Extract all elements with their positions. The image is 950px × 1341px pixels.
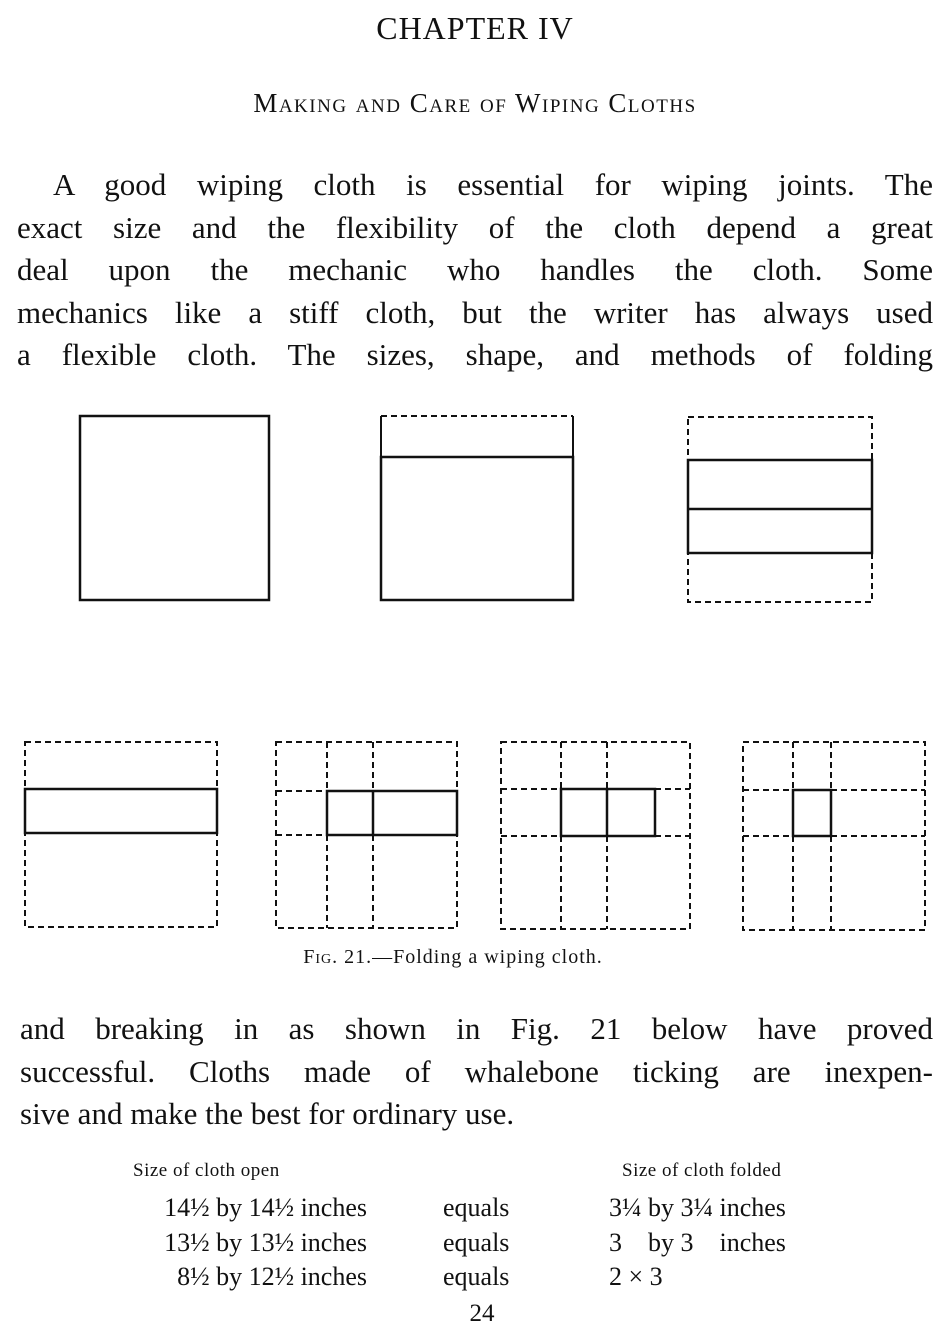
fold-diagram-7 — [743, 742, 925, 930]
paragraph-line: sive and make the best for ordinary use. — [20, 1096, 515, 1131]
table-cell-folded: 2 × 3 — [609, 1262, 663, 1291]
figure-label: Fig. 21. — [303, 946, 373, 968]
fold-diagram-5 — [276, 742, 457, 928]
page-number: 24 — [469, 1300, 495, 1327]
figure-caption — [0, 946, 906, 969]
table-cell-folded: 3 by 3 inches — [609, 1228, 786, 1257]
fold-diagram-3 — [688, 417, 872, 602]
table-header-open: Size of cloth open — [133, 1160, 280, 1181]
section-title: Making and Care of Wiping Cloths — [253, 88, 697, 118]
figure-caption-text: —Folding a wiping cloth. — [372, 946, 603, 968]
paragraph-line: and breaking in as shown in Fig. 21 below have proved — [20, 1011, 933, 1046]
paragraph-line: mechanics like a stiff cloth, but the writer has always used — [17, 294, 933, 330]
chapter-heading: CHAPTER IV — [376, 10, 574, 46]
table-cell-folded: 3¼ by 3¼ inches — [609, 1193, 786, 1222]
table-cell-open: 8½ by 12½ inches — [177, 1262, 367, 1291]
fold-diagram-4 — [25, 742, 217, 927]
table-cell-open: 13½ by 13½ inches — [164, 1228, 367, 1257]
continuation-paragraph — [20, 1008, 933, 1136]
table-cell-relation: equals — [443, 1193, 510, 1222]
fold-diagram-1 — [80, 416, 269, 600]
table-header-folded: Size of cloth folded — [622, 1160, 782, 1181]
paragraph-line: deal upon the mechanic who handles the cloth. Some — [17, 252, 933, 287]
table-cell-relation: equals — [443, 1228, 510, 1257]
table-cell-relation: equals — [443, 1262, 510, 1291]
paragraph-line: A good wiping cloth is essential for wiping joints. The — [53, 167, 933, 202]
paragraph-line: a flexible cloth. The sizes, shape, and methods of folding — [17, 337, 933, 372]
paragraph-line: exact size and the flexibility of the cloth depend a great — [17, 209, 933, 245]
fold-diagram-6 — [501, 742, 690, 929]
paragraph-line: successful. Cloths made of whalebone ticking are inexpen- — [20, 1053, 933, 1089]
fold-diagram-2 — [381, 416, 573, 600]
table-cell-open: 14½ by 14½ inches — [164, 1193, 367, 1222]
